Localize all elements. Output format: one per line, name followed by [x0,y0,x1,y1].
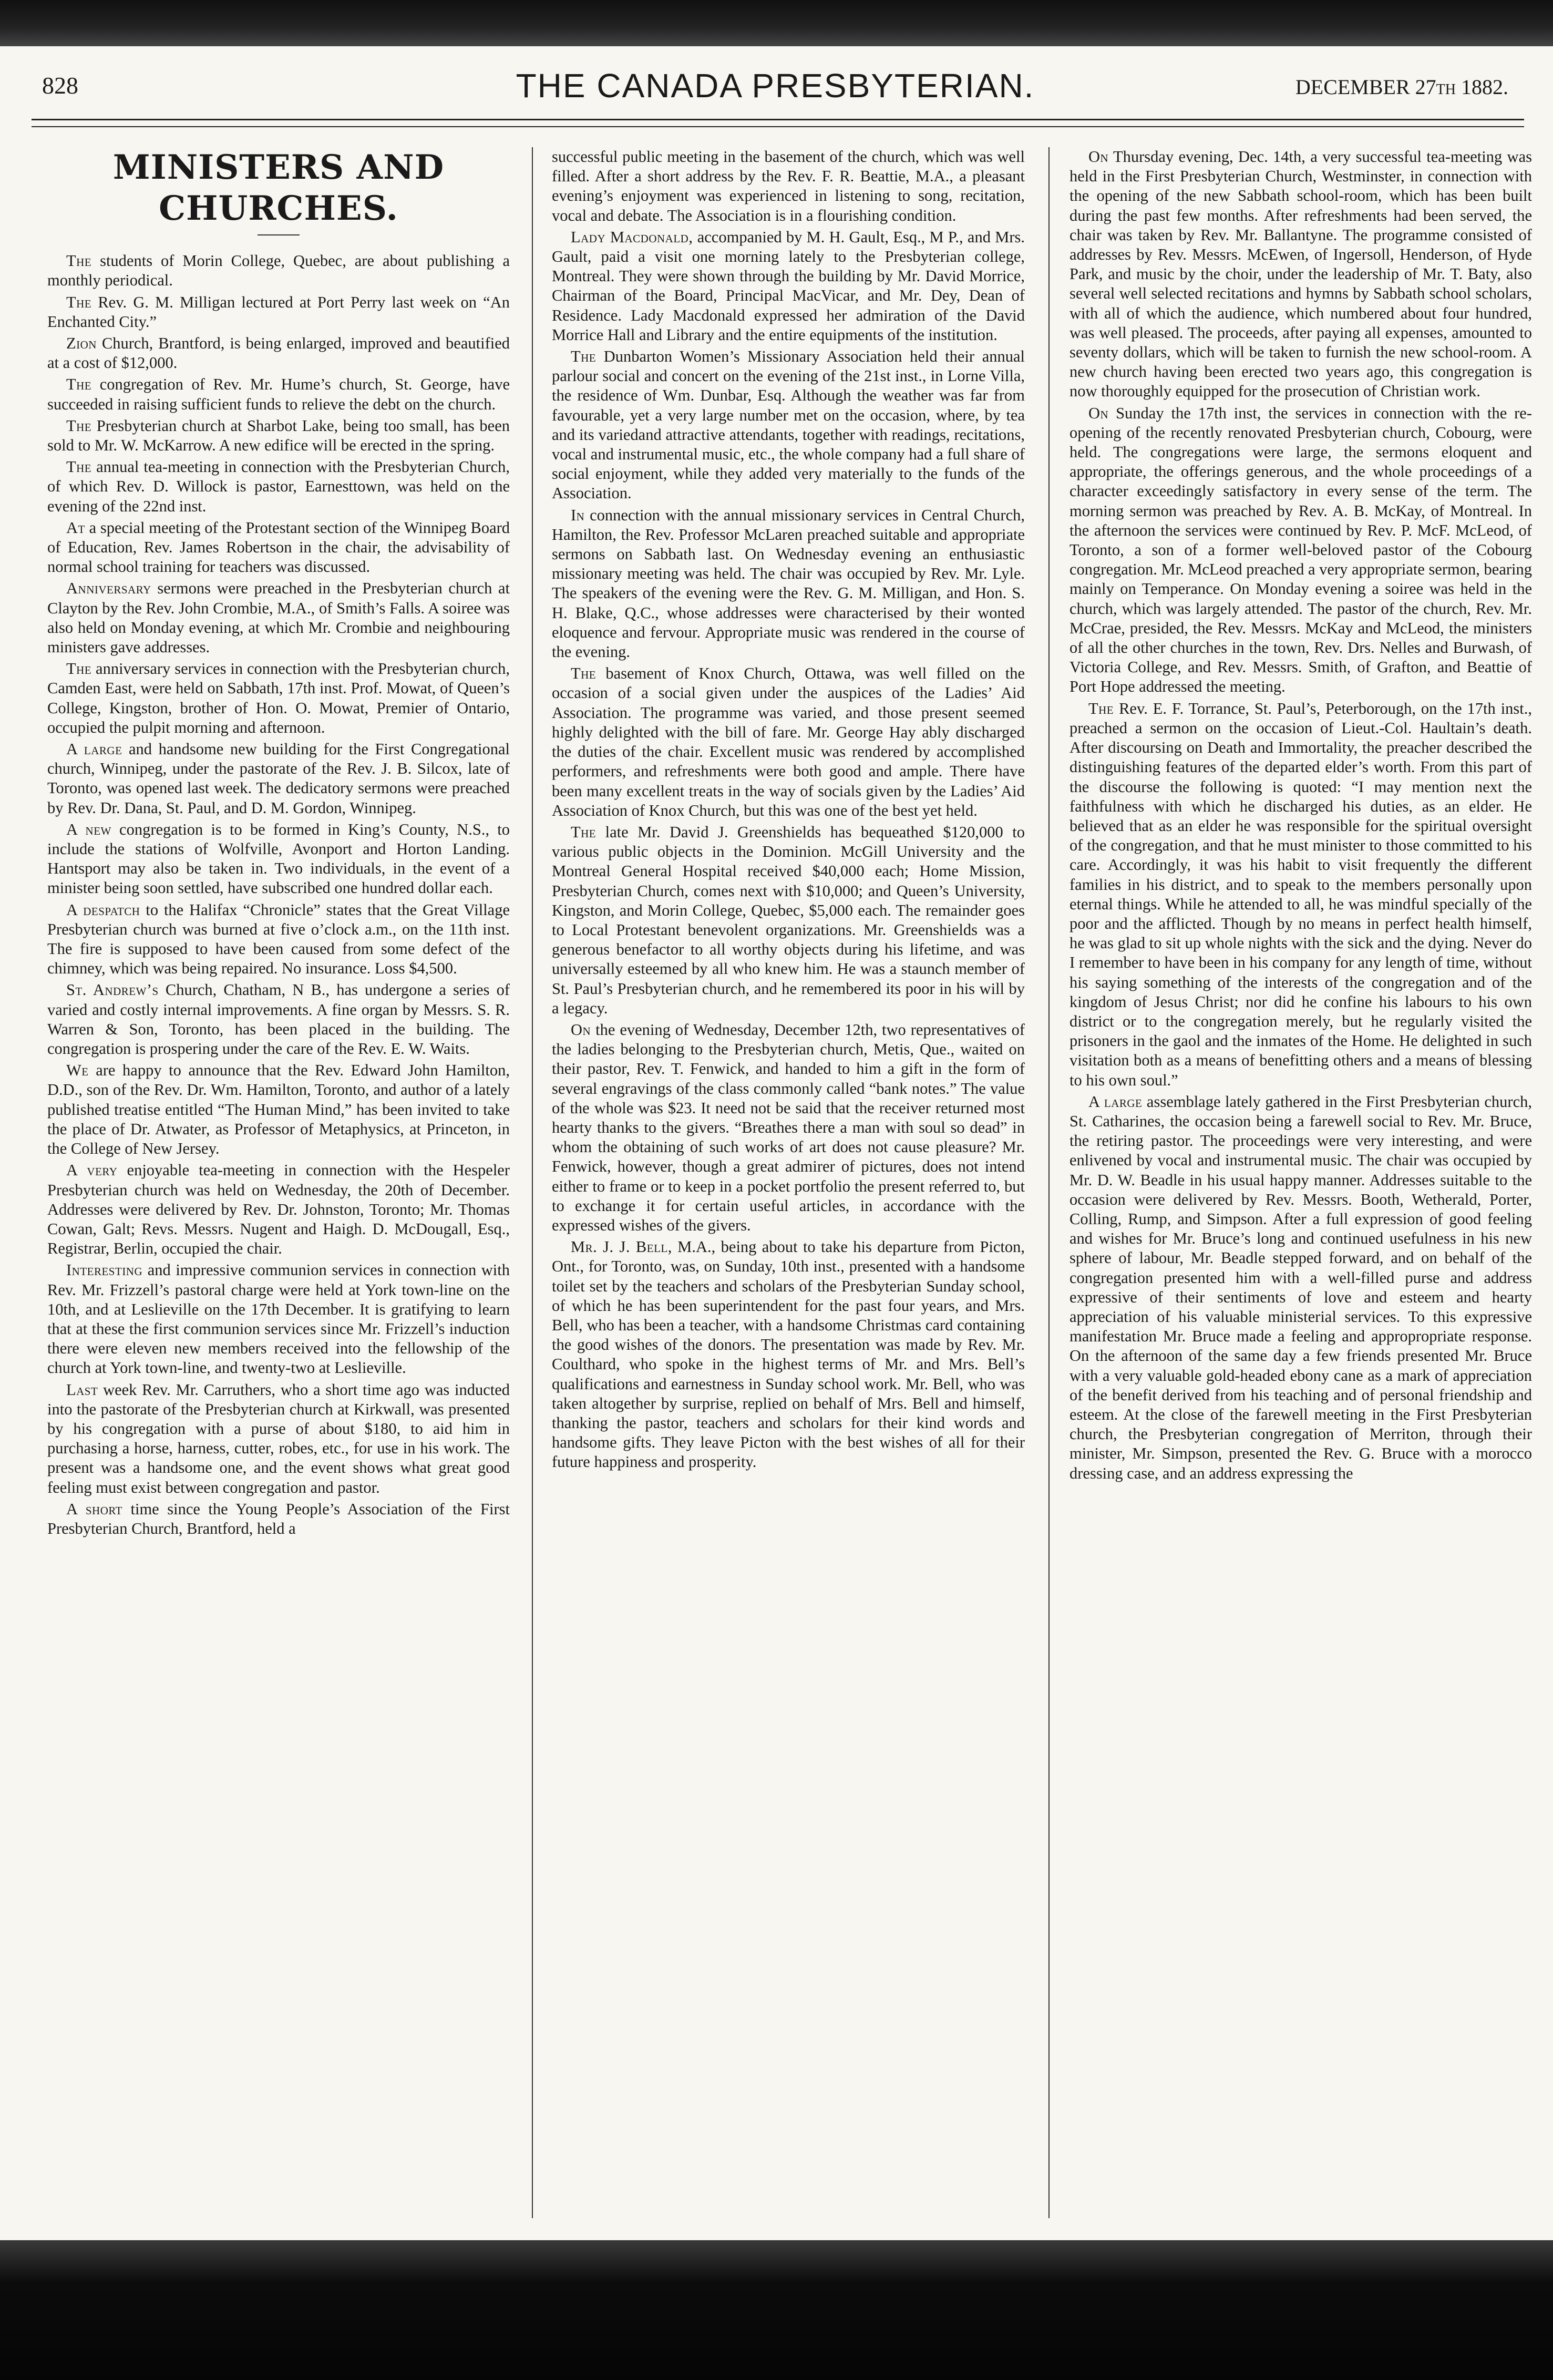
paragraph-lead-words: A despatch [66,900,140,919]
article-paragraph [1069,699,1532,1090]
paragraph-text: week Rev. Mr. Carruthers, who a short time ago was inducted into the pastorate of the Presbyterian church at Kirkwall, was presented by his congregation with a purse of about $180, to aid him in purchasing a horse, harness, cutter, robes, etc., for use in his work. The present was a handsome one, and the event shows what great good feeling must exist between congregation and pastor. [47,1380,510,1496]
column-2 [552,147,1025,2229]
paragraph-lead-words: A large [1088,1092,1143,1111]
article-paragraph [47,1061,510,1158]
paragraph-text: Church, Brantford, is being enlarged, improved and beautified at a cost of $12,000. [47,334,510,372]
paragraph-text: basement of Knox Church, Ottawa, was well filled on the occasion of a social given under the auspices of the Ladies’ Aid Association. The programme was varied, and those present seemed highly delighted with the bill of fare. Mr. George Hay ably discharged the duties of the chair. Excellent music was rendered by accomplished performers, and refreshments were both good and ample. There have been many excellent treats in the way of socials given by the Ladies’ Aid Association of Knox Church, but this was one of the best yet held. [552,664,1025,819]
article-paragraph [47,659,510,737]
paragraph-text: are happy to announce that the Rev. Edward John Hamilton, D.D., son of the Rev. Dr. Wm. Hamilton, Toronto, and author of a lately published treatise entitled “The Human Mind,” has been invited to take the place of Dr. Atwater, as Professor of Metaphysics, at Princeton, in the College of New Jersey. [47,1061,510,1158]
paragraph-text: Church, Chatham, N B., has undergone a series of varied and costly internal improvements. A fine organ by Messrs. S. R. Warren & Son, Toronto, has been placed in the building. The congregation is prospering under the care of the Rev. E. W. Waits. [47,981,510,1058]
scan-border-top [0,0,1553,46]
article-paragraph [552,506,1025,662]
column-1 [47,147,510,2229]
article-paragraph [47,416,510,455]
paragraph-lead-words: The [66,416,92,435]
article-paragraph [47,579,510,657]
article-paragraph [552,823,1025,1018]
paragraph-lead-words: On [1088,148,1109,166]
article-paragraph [47,518,510,577]
paragraph-text: accompanied by M. H. Gault, Esq., M P., and Mrs. Gault, paid a visit one morning lately to the Presbyterian college, Montreal. They were shown through the building by Mr. David Morrice, Chairman of the Board, Principal MacVicar, and Mr. Dey, Dean of Residence. Lady Macdonald expressed her admiration of the David Morrice Hall and Library and the entire equipments of the institution. [552,228,1025,344]
paragraph-text: sermons were preached in the Presbyterian church at Clayton by the Rev. John Crombie, M.A., of Smith’s Falls. A soiree was also held on Monday evening, at which Mr. Crombie and neighbouring ministers gave addresses. [47,579,510,656]
paragraph-lead-words: A large [66,740,122,758]
paragraph-text: successful public meeting in the basement of the church, which was well filled. After a short address by the Rev. F. R. Beattie, M.A., a pleasant evening’s enjoyment was experienced in listening to song, recitation, vocal and debate. The Association is in a flourishing condition. [552,148,1025,224]
article-paragraph [47,740,510,818]
article-paragraph [47,980,510,1059]
article-paragraph [1069,1092,1532,1483]
paragraph-lead-words: The [66,375,92,394]
paragraph-text: and handsome new building for the First Congregational church, Winnipeg, under the pastorate of the Rev. J. B. Silcox, late of Toronto, was opened last week. The dedicatory sermons were preached by Rev. Dr. Dana, St. Paul, and D. M. Gordon, Winnipeg. [47,740,510,817]
paragraph-lead-words: The [571,347,596,366]
paragraph-text: time since the Young People’s Association of the First Presbyterian Church, Brantford, held a [47,1500,510,1537]
paragraph-lead-words: A very [66,1161,118,1179]
scan-border-bottom [0,2240,1553,2380]
paragraph-text: M.A., being about to take his departure from Picton, Ont., for Toronto, was, on Sunday, 10th inst., presented with a handsome toilet set by the teachers and scholars of the Presbyterian Sunday school, of which he has been superintendent for the past four years, and Mrs. Bell, who has been a teacher, with a handsome Christmas card containing the good wishes of the donors. The presentation was made by Rev. Mr. Coulthard, who spoke in the highest terms of Mr. and Mrs. Bell’s qualifications and earnestness in Sunday school work. Mr. Bell, who was taken altogether by surprise, replied on behalf of Mrs. Bell and himself, thanking the pastor, teachers and scholars for their kind words and handsome gifts. They leave Picton with the best wishes of all for their future happiness and prosperity. [552,1238,1025,1471]
paragraph-text: students of Morin College, Quebec, are about publishing a monthly periodical. [47,252,510,290]
paragraph-lead-words: Last [66,1380,98,1399]
paragraph-text: anniversary services in connection with the Presbyterian church, Camden East, were held on Sabbath, 17th inst. Prof. Mowat, of Queen’s College, Kingston, brother of Hon. O. Mowat, Premier of Ontario, occupied the pulpit morning and afternoon. [47,660,510,736]
article-paragraph [47,457,510,516]
article-paragraph [47,375,510,414]
paragraph-text: congregation of Rev. Mr. Hume’s church, St. George, have succeeded in raising sufficient funds to relieve the debt on the church. [47,375,510,413]
paragraph-lead-words: The [571,823,596,841]
paragraph-text: Thursday evening, Dec. 14th, a very successful tea-meeting was held in the First Presbyterian Church, Westminster, in connection with the opening of the new Sabbath school-room, which has been built during the past few months. After refreshments had been served, the chair was taken by Rev. Mr. Ballantyne. The programme consisted of addresses by Rev. Messrs. McEwen, of Ingersoll, Henderson, of Hyde Park, and music by the choir, under the leadership of Mr. T. Baty, also several well selected recitations and hymns by Sabbath school scholars, with all of which the audience, which numbered about four hundred, was well pleased. The proceeds, after paying all expenses, amounted to seventy dollars, which will be taken to furnish the new school-room. A new church having been erected two years ago, this congregation is now thoroughly equipped for the prosecution of Christian work. [1069,148,1532,401]
paragraph-lead-words: The [1088,699,1114,717]
paragraph-lead-words: Anniversary [66,579,151,598]
issue-date: DECEMBER 27th 1882. [1295,75,1508,99]
article-paragraph [1069,147,1532,402]
article-paragraph [47,900,510,979]
article-paragraph [47,1260,510,1378]
column-3-content [1069,147,1532,1483]
article-paragraph [552,347,1025,504]
paragraph-text: Sunday the 17th inst, the services in connection with the re-opening of the recently renovated Presbyterian church, Cobourg, were held. The congregations were large, the sermons eloquent and appropriate, the offerings generous, and the whole proceedings of a character exceedingly satisfactory in every sense of the term. The morning sermon was preached by Rev. A. B. McKay, of Montreal. In the afternoon the services were continued by Rev. P. McF. McLeod, of Toronto, a son of a former well-beloved pastor of the Cobourg congregation. Mr. McLeod preached a very appropriate sermon, bearing mainly on Temperance. On Monday evening a soiree was held in the church, which was largely attended. The pastor of the church, Rev. Mr. McCrae, presided, the Rev. Messrs. McKay and McLeod, the ministers of all the other churches in the town, Rev. Drs. Nelles and Burwash, of Victoria College, and Rev. Messrs. Smith, of Grafton, and Beattie of Port Hope addressed the meeting. [1069,404,1532,696]
paragraph-lead-words: A short [66,1500,122,1518]
column-3 [1069,147,1532,2229]
header-rule-thin [32,126,1524,127]
paragraph-text: assemblage lately gathered in the First Presbyterian church, St. Catharines, the occasion being a farewell social to Rev. Mr. Bruce, the retiring pastor. The proceedings were very interesting, and were enlivened by vocal and instrumental music. The chair was occupied by Mr. D. W. Beadle in his usual happy manner. Addresses suitable to the occasion were delivered by Rev. Messrs. Booth, Wetherald, Porter, Colling, Rump, and Simpson. After a full expression of good feeling and wishes for Mr. Bruce’s long and continued usefulness in his new sphere of labour, Mr. Beadle stepped forward, and on behalf of the congregation presented him with a well-filled purse and address expressive of their sentiments of love and esteem and hearty appreciation of his valuable ministerial services. To this expressive manifestation Mr. Bruce made a feeling and appropropriate response. On the afternoon of the same day a few friends presented Mr. Bruce with a very valuable gold-headed ebony cane as a mark of appreciation of the benefit derived from his teaching and of personal friendship and esteem. At the close of the farewell meeting in the First Presbyterian church, the Presbyterian congregation of Merriton, through their minister, Mr. Simpson, presented the Rev. G. Bruce with a morocco dressing case, and an address expressing the [1069,1092,1532,1482]
paragraph-text: late Mr. David J. Greenshields has bequeathed $120,000 to various public objects in the Dominion. McGill University and the Montreal General Hospital received $40,000 each; Home Mission, Presbyterian Church, comes next with $10,000; and Queen’s University, Kingston, and Morin College, Quebec, $5,000 each. The remainder goes to Local Protestant benevolent organizations. Mr. Greenshields was a generous benefactor to all worthy objects during his lifetime, and was universally esteemed by all who knew him. He was a staunch member of St. Paul’s Presbyterian church, and he remembered its poor in his will by a legacy. [552,823,1025,1017]
article-paragraph [47,1500,510,1538]
header-rule [32,119,1524,120]
article-paragraph [552,1020,1025,1235]
paragraph-text: annual tea-meeting in connection with the Presbyterian Church, of which Rev. D. Willock is pastor, Earnesttown, was held on the evening of the 22nd inst. [47,458,510,515]
page-number: 828 [42,72,78,99]
paragraph-lead-words: Mr. J. J. Bell, [571,1238,672,1256]
masthead-title: THE CANADA PRESBYTERIAN. [516,67,1035,105]
paragraph-text: a special meeting of the Protestant section of the Winnipeg Board of Education, Rev. James Robertson in the chair, the advisability of normal school training for teachers was discussed. [47,518,510,576]
column-divider-1 [532,147,533,2218]
article-paragraph [47,1161,510,1258]
article-paragraph [47,334,510,373]
paragraph-lead-words: A new [66,820,111,838]
article-paragraph [552,228,1025,345]
paragraph-lead-words: At [66,518,85,537]
article-paragraph [47,251,510,290]
section-title: MINISTERS AND CHURCHES. [112,148,445,229]
paragraph-lead-words: The [66,660,92,678]
paragraph-lead-words: Lady Macdonald, [571,228,693,246]
article-paragraph [47,1380,510,1497]
section-divider [258,234,300,235]
column-1-content [47,251,510,1538]
column-divider-2 [1048,147,1050,2218]
paragraph-text: Dunbarton Women’s Missionary Association held their annual parlour social and concert on the evening of the 21st inst., in Lorne Villa, the residence of Wm. Dunbar, Esq. Although the weather was far from favourable, yet a very large number met on the occasion, where, by tea and its variedand attractive attendants, together with readings, recitations, vocal and instrumental music, etc., the whole company had a full share of social enjoyment, while they added very materially to the funds of the Association. [552,347,1025,502]
paragraph-text: connection with the annual missionary services in Central Church, Hamilton, the Rev. Professor McLaren preached suitable and appropriate sermons on Sabbath last. On Wednesday evening an enthusiastic missionary meeting was held. The chair was occupied by Rev. Mr. Lyle. The speakers of the evening were the Rev. G. M. Milligan, and Hon. S. H. Blake, Q.C., whose addresses were characterised by their wonted eloquence and fervour. Appropriate music was rendered in the course of the evening. [552,506,1025,661]
paragraph-text: Presbyterian church at Sharbot Lake, being too small, has been sold to Mr. W. McKarrow. A new edifice will be erected in the spring. [47,416,510,454]
paragraph-lead-words: The [66,252,92,270]
article-paragraph [552,147,1025,225]
paragraph-text: congregation is to be formed in King’s County, N.S., to include the stations of Wolfville, Avonport and Horton Landing. Hantsport may also be taken in. Two individuals, in the event of a minister being soon settled, have subscribed one hundred dollar each. [47,820,510,897]
paragraph-lead-words: The [571,664,596,683]
paragraph-text: and impressive communion services in connection with Rev. Mr. Frizzell’s pastoral charge were held at York town-line on the 10th, and at Leslieville on the 17th December. It is gratifying to learn that at these the first communion services since Mr. Frizzell’s induction there were eleven new members received into the fellowship of the church at York town-line, and twenty-two at Leslieville. [47,1261,510,1377]
paragraph-lead-words: In [571,506,585,524]
paragraph-text: enjoyable tea-meeting in connection with the Hespeler Presbyterian church was held on Wednesday, the 20th of December. Addresses were delivered by Rev. Dr. Johnston, Toronto; Mr. Thomas Cowan, Galt; Revs. Messrs. Nugent and Haigh. D. McDougall, Esq., Registrar, Berlin, occupied the chair. [47,1161,510,1258]
article-paragraph [552,664,1025,820]
paragraph-lead-words: Zion [66,334,97,352]
article-paragraph [47,293,510,332]
paragraph-lead-words: We [66,1061,89,1080]
paragraph-text: the evening of Wednesday, December 12th, two representatives of the ladies belonging to the Presbyterian church, Metis, Que., waited on their pastor, Rev. T. Fenwick, and handed to him a gift in the form of several engravings of the class commonly called “bank notes.” The value of the whole was $23. It need not be said that the receiver returned most hearty thanks to the givers. “Breathes there a man with soul so dead” in whom the obtaining of such works of art does not cause pleasure? Mr. Fenwick, however, though a great admirer of pictures, does not intend either to frame or to keep in a pocket portfolio the present referred to, but to exchange it for certain useful articles, in accordance with the expressed wishes of the givers. [552,1020,1025,1234]
column-2-content [552,147,1025,1472]
paragraph-lead-words: The [66,293,92,311]
paragraph-text: Rev. E. F. Torrance, St. Paul’s, Peterborough, on the 17th inst., preached a sermon on the occasion of Lieut.-Col. Haultain’s death. After discoursing on Death and Immortality, the preacher described the distinguishing features of the departed elder’s worth. From this part of the discourse the following is quoted: “I may mention next the faithfulness with which he discharged his duties, as an elder. He believed that as an elder he was responsible for the spiritual oversight of the congregation, and that he must minister to those committed to his care. Accordingly, it was his habit to visit frequently the different families in his district, and to speak to the members personally upon eternal things. While he attended to all, he was mindful specially of the poor and the afflicted. Though by no means in perfect health himself, he was glad to sit up whole nights with the sick and the dying. Never do I remember to have been in his company for any length of time, without his saying something of the interests of the congregation and of the kingdom of Jesus Christ; nor did he confine his labours to his own district or to the congregation merely, but he regularly visited the prisoners in the gaol and the inmates of the Home. He delighted in such visitation both as a means of benefitting others and a means of blessing to his own soul.” [1069,699,1532,1089]
article-paragraph [552,1237,1025,1472]
paragraph-lead-words: St. Andrew’s [66,981,159,999]
article-paragraph [47,820,510,898]
article-paragraph [1069,404,1532,697]
paragraph-text: to the Halifax “Chronicle” states that the Great Village Presbyterian church was burned at five o’clock a.m., on the 11th inst. The fire is supposed to have been caused from some defect of the chimney, which was being repaired. No insurance. Loss $4,500. [47,900,510,978]
page-header [32,66,1519,114]
paragraph-text: Rev. G. M. Milligan lectured at Port Perry last week on “An Enchanted City.” [47,293,510,331]
paragraph-lead-words: On [571,1020,591,1039]
paragraph-lead-words: The [66,458,92,476]
paragraph-lead-words: Interesting [66,1261,143,1279]
paragraph-lead-words: On [1088,404,1109,422]
